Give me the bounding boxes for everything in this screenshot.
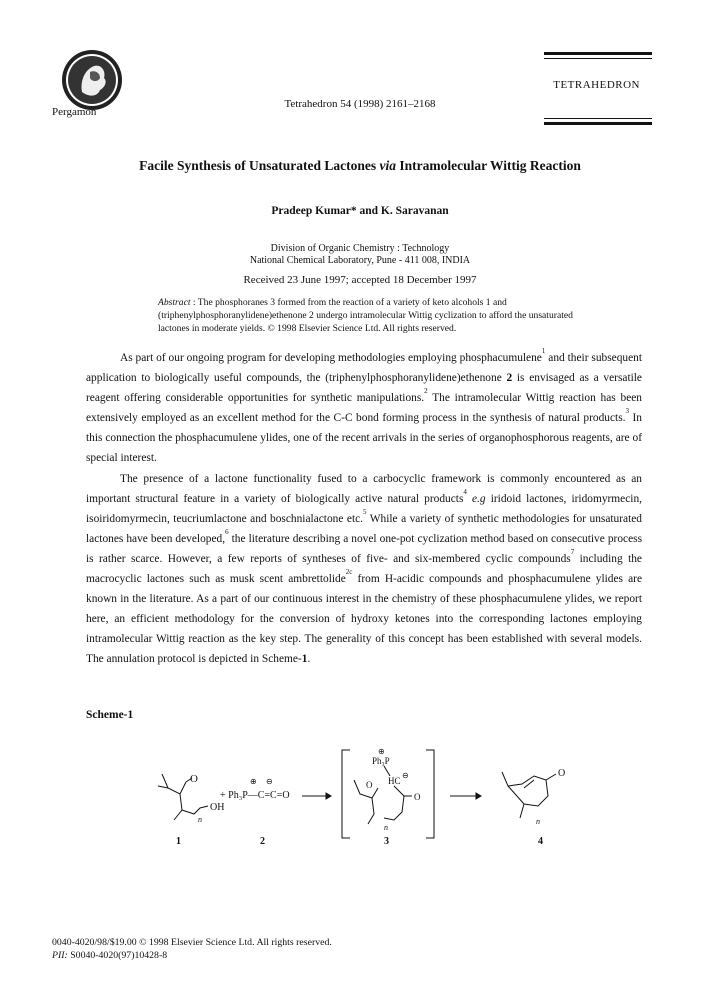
svg-text:2: 2 [260,836,265,847]
bracket-right [426,750,434,838]
paragraph-2: The presence of a lactone functionality fused to a carbocyclic framework is commonly encountered as an important structural feature in a variety of biologically active natural products$^4$ e.g iridoid lactones, iridomyrmecin, isoiridomyrmecin, teucriumlactone and boschnialactone etc.$^5$ While a variety of synthetic methodologies for unsaturated lactones have been developed,$^6$ the literature describing a novel one-pot cyclization method based on consecutive process is rather scarce. However, a few reports of syntheses of five- and six-membered cyclic compounds$^7$ including the macrocyclic lactones such as musk scent ambrettolide$^{2c}$ from H-acidic compounds and phosphacumulene ylides are known in the literature. As a part of our continuous interest in the chemistry of these phosphacumulene ylides, we report here, an efficient methodology for the conversion of hydroxy ketones into the corresponding lactones employing intramolecular Wittig reaction as the key step. The generality of this concept has been established with several models. The annulation protocol is depicted in Scheme-1. [86,472,643,666]
header-rule [544,118,652,119]
received-dates: Received 23 June 1997; accepted 18 December 1997 [243,274,477,286]
header-rule [544,122,652,125]
compound-4-lactone [502,768,565,847]
svg-text:⊖: ⊖ [402,771,409,780]
svg-text:⊕: ⊕ [378,747,385,756]
svg-text:1: 1 [176,836,181,847]
svg-text:⊖: ⊖ [266,777,273,786]
authors: Pradeep Kumar* and K. Saravanan [271,205,449,217]
footer [52,936,332,962]
svg-text:3: 3 [384,836,389,847]
svg-text:HC: HC [388,776,401,786]
reaction-scheme [140,742,620,852]
svg-text:O: O [190,773,198,785]
svg-text:n: n [536,817,540,826]
pii-line: PII: S0040-4020(97)10428-8 [52,950,168,961]
scheme-label: Scheme-1 [86,709,134,721]
publisher-name: Pergamon [52,106,97,118]
copyright-line: 0040-4020/98/$19.00 © 1998 Elsevier Science Ltd. All rights reserved. [52,937,332,948]
compound-3-intermediate [354,747,421,847]
svg-text:O: O [414,792,421,802]
compound-1 [158,773,224,847]
svg-text:n: n [198,815,202,824]
journal-citation: Tetrahedron 54 (1998) 2161–2168 [284,98,436,110]
compound-2 [220,777,290,847]
abstract: Abstract : The phosphoranes 3 formed from the reaction of a variety of keto alcohols 1 and (triphenylphosphoranylidene)ethenone 2 undergo intramolecular Wittig cyclization to afford the unsaturated lactones in moderate yields. © 1998 Elsevier Science Ltd. All rights reserved. [158,297,573,334]
article-title: Facile Synthesis of Unsaturated Lactones via Intramolecular Wittig Reaction [139,158,581,173]
svg-text:OH: OH [210,802,225,813]
paragraph-1: As part of our ongoing program for developing methodologies employing phosphacumulene$^1$ and their subsequent application to biologically useful compounds, the (triphenylphosphoranylidene)ethenone 2 is envisaged as a versatile reagent offering considerable opportunities for synthetic manipulations.$^2$ The intramolecular Wittig reaction has been extensively employed as an excellent method for the C-C bond forming process in the synthesis of natural products.$^3$ In this connection the phosphacumulene ylides, one of the recent arrivals in the series of organophosphorous reagents, are of special interest. [86,347,643,465]
svg-text:O: O [366,780,373,790]
journal-name: TETRAHEDRON [553,79,640,91]
svg-text:O: O [558,768,566,779]
header-rule [544,58,652,59]
svg-text:⊕: ⊕ [250,777,257,786]
body-text [86,348,642,670]
svg-text:+ Ph₃P—C=C=O: + Ph₃P—C=C=O [220,790,290,801]
svg-text:n: n [384,823,388,832]
bracket-left [342,750,350,838]
svg-text:Ph₃P: Ph₃P [372,756,390,766]
affiliation: Division of Organic Chemistry : Technology National Chemical Laboratory, Pune - 411 008, INDIA [249,243,471,266]
header-rule [544,52,652,55]
svg-text:4: 4 [538,836,543,847]
